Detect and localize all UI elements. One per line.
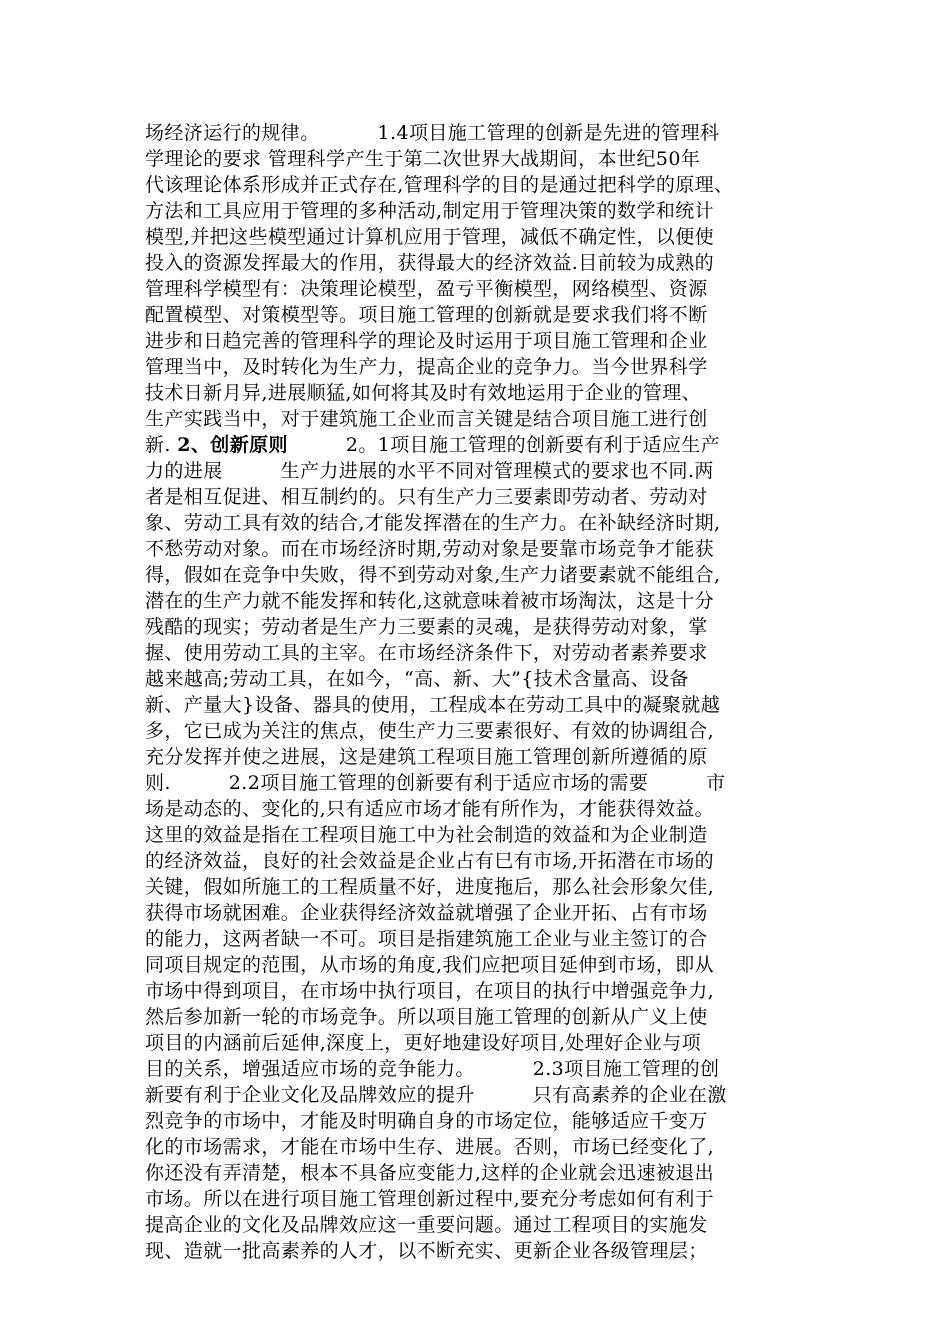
text-span: 残酷的现实；劳动者是生产力三要素的灵魂，是获得劳动对象，掌 bbox=[145, 616, 708, 638]
text-span: 不愁劳动对象。而在市场经济时期,劳动对象是要靠市场竞争才能获 bbox=[145, 538, 715, 560]
text-line bbox=[145, 562, 809, 588]
text-span: 目的关系，增强适应市场的竞争能力。 2.3项目施工管理的创 bbox=[145, 1058, 720, 1080]
text-span: 学理论的要求 管理科学产生于第二次世界大战期间，本世纪50年 bbox=[145, 148, 701, 170]
text-span: 模型,并把这些模型通过计算机应用于管理，减低不确定性，以便使 bbox=[145, 226, 715, 248]
text-line bbox=[145, 1108, 809, 1134]
text-line bbox=[145, 354, 809, 380]
document-page bbox=[145, 120, 809, 1264]
text-line bbox=[145, 510, 809, 536]
text-span: 新、产量大}设备、器具的使用，工程成本在劳动工具中的凝聚就越 bbox=[145, 694, 721, 716]
text-line bbox=[145, 692, 809, 718]
text-line bbox=[145, 1186, 809, 1212]
text-span: 则. 2.2项目施工管理的创新要有利于适应市场的需要 市 bbox=[145, 772, 726, 794]
text-span: 充分发挥并使之进展，这是建筑工程项目施工管理创新所遵循的原 bbox=[145, 746, 708, 768]
text-line bbox=[145, 1004, 809, 1030]
text-span: 化的市场需求，才能在市场中生存、进展。否则，市场已经变化了, bbox=[145, 1136, 715, 1158]
text-span: 管理当中，及时转化为生产力，提高企业的竞争力。当今世界科学 bbox=[145, 356, 708, 378]
text-line bbox=[145, 900, 809, 926]
text-span: 然后参加新一轮的市场竞争。所以项目施工管理的创新从广义上使 bbox=[145, 1006, 708, 1028]
text-line bbox=[145, 120, 809, 146]
text-span: 技术日新月异,进展顺猛,如何将其及时有效地运用于企业的管理、 bbox=[145, 382, 702, 404]
text-span: 配置模型、对策模型等。项目施工管理的创新就是要求我们将不断 bbox=[145, 304, 708, 326]
text-span: 潜在的生产力就不能发挥和转化,这就意味着被市场淘汰，这是十分 bbox=[145, 590, 715, 612]
text-line bbox=[145, 1030, 809, 1056]
text-span: 场是动态的、变化的,只有适应市场才能有所作为，才能获得效益。 bbox=[145, 798, 715, 820]
text-line bbox=[145, 978, 809, 1004]
text-line bbox=[145, 1212, 809, 1238]
text-line bbox=[145, 822, 809, 848]
text-line bbox=[145, 640, 809, 666]
text-span: 你还没有弄清楚，根本不具备应变能力,这样的企业就会迅速被退出 bbox=[145, 1162, 715, 1184]
text-span: 获得市场就困难。企业获得经济效益就增强了企业开拓、占有市场 bbox=[145, 902, 708, 924]
text-line bbox=[145, 718, 809, 744]
text-line bbox=[145, 328, 809, 354]
text-span: 握、使用劳动工具的主宰。在市场经济条件下，对劳动者素养要求 bbox=[145, 642, 708, 664]
text-span: 市场。所以在进行项目施工管理创新过程中,要充分考虑如何有利于 bbox=[145, 1188, 715, 1210]
text-span: 现、造就一批高素养的人才，以不断充实、更新企业各级管理层； bbox=[145, 1240, 708, 1262]
text-line bbox=[145, 614, 809, 640]
text-line bbox=[145, 172, 809, 198]
text-span: 管理科学模型有：决策理论模型，盈亏平衡模型，网络模型、资源 bbox=[145, 278, 708, 300]
text-span: 者是相互促进、相互制约的。只有生产力三要素即劳动者、劳动对 bbox=[145, 486, 708, 508]
section-heading: 2、创新原则 bbox=[177, 434, 288, 456]
text-line bbox=[145, 926, 809, 952]
text-span: 的经济效益，良好的社会效益是企业占有巳有市场,开拓潜在市场的 bbox=[145, 850, 715, 872]
text-span: 象、劳动工具有效的结合,才能发挥潜在的生产力。在补缺经济时期, bbox=[145, 512, 721, 534]
text-line bbox=[145, 1238, 809, 1264]
text-line bbox=[145, 458, 809, 484]
text-span: 2。1项目施工管理的创新要有利于适应生产 bbox=[287, 434, 721, 456]
text-span: 的能力，这两者缺一不可。项目是指建筑施工企业与业主签订的合 bbox=[145, 928, 708, 950]
text-span: 得，假如在竞争中失败，得不到劳动对象,生产力诸要素就不能组合, bbox=[145, 564, 721, 586]
text-line bbox=[145, 380, 809, 406]
text-line bbox=[145, 588, 809, 614]
text-line bbox=[145, 250, 809, 276]
text-line bbox=[145, 796, 809, 822]
text-span: 项目的内涵前后延伸,深度上，更好地建设好项目,处理好企业与项 bbox=[145, 1032, 702, 1054]
text-line bbox=[145, 484, 809, 510]
text-line bbox=[145, 770, 809, 796]
text-span: 力的进展 生产力进展的水平不同对管理模式的要求也不同.两 bbox=[145, 460, 714, 482]
text-span: 越来越高;劳动工具，在如今，“高、新、大”{技术含量高、设备 bbox=[145, 668, 689, 690]
text-line bbox=[145, 1134, 809, 1160]
text-span: 新. bbox=[145, 434, 178, 456]
text-line bbox=[145, 874, 809, 900]
text-line bbox=[145, 406, 809, 432]
text-span: 新要有利于企业文化及品牌效应的提升 只有高素养的企业在激 bbox=[145, 1084, 727, 1106]
text-line bbox=[145, 198, 809, 224]
text-span: 多，它已成为关注的焦点，使生产力三要素很好、有效的协调组合, bbox=[145, 720, 715, 742]
text-line bbox=[145, 1082, 809, 1108]
text-line bbox=[145, 536, 809, 562]
text-span: 代该理论体系形成并正式存在,管理科学的目的是通过把科学的原理、 bbox=[145, 174, 734, 196]
text-span: 投入的资源发挥最大的作用，获得最大的经济效益.目前较为成熟的 bbox=[145, 252, 715, 274]
text-span: 市场中得到项目，在市场中执行项目，在项目的执行中增强竞争力, bbox=[145, 980, 715, 1002]
text-line bbox=[145, 432, 809, 458]
text-span: 这里的效益是指在工程项目施工中为社会制造的效益和为企业制造 bbox=[145, 824, 708, 846]
text-line bbox=[145, 952, 809, 978]
text-line bbox=[145, 224, 809, 250]
text-span: 场经济运行的规律。 1.4项目施工管理的创新是先进的管理科 bbox=[145, 122, 720, 144]
text-span: 提高企业的文化及品牌效应这一重要问题。通过工程项目的实施发 bbox=[145, 1214, 708, 1236]
text-span: 烈竞争的市场中，才能及时明确自身的市场定位，能够适应千变万 bbox=[145, 1110, 708, 1132]
text-line bbox=[145, 146, 809, 172]
text-span: 方法和工具应用于管理的多种活动,制定用于管理决策的数学和统计 bbox=[145, 200, 715, 222]
text-line bbox=[145, 744, 809, 770]
text-line bbox=[145, 276, 809, 302]
text-span: 进步和日趋完善的管理科学的理论及时运用于项目施工管理和企业 bbox=[145, 330, 708, 352]
text-line bbox=[145, 848, 809, 874]
text-line bbox=[145, 302, 809, 328]
text-span: 关键，假如所施工的工程质量不好，进度拖后，那么社会形象欠佳, bbox=[145, 876, 715, 898]
text-line bbox=[145, 666, 809, 692]
text-span: 生产实践当中，对于建筑施工企业而言关键是结合项目施工进行创 bbox=[145, 408, 708, 430]
text-line bbox=[145, 1160, 809, 1186]
text-span: 同项目规定的范围，从市场的角度,我们应把项目延伸到市场，即从 bbox=[145, 954, 715, 976]
text-line bbox=[145, 1056, 809, 1082]
